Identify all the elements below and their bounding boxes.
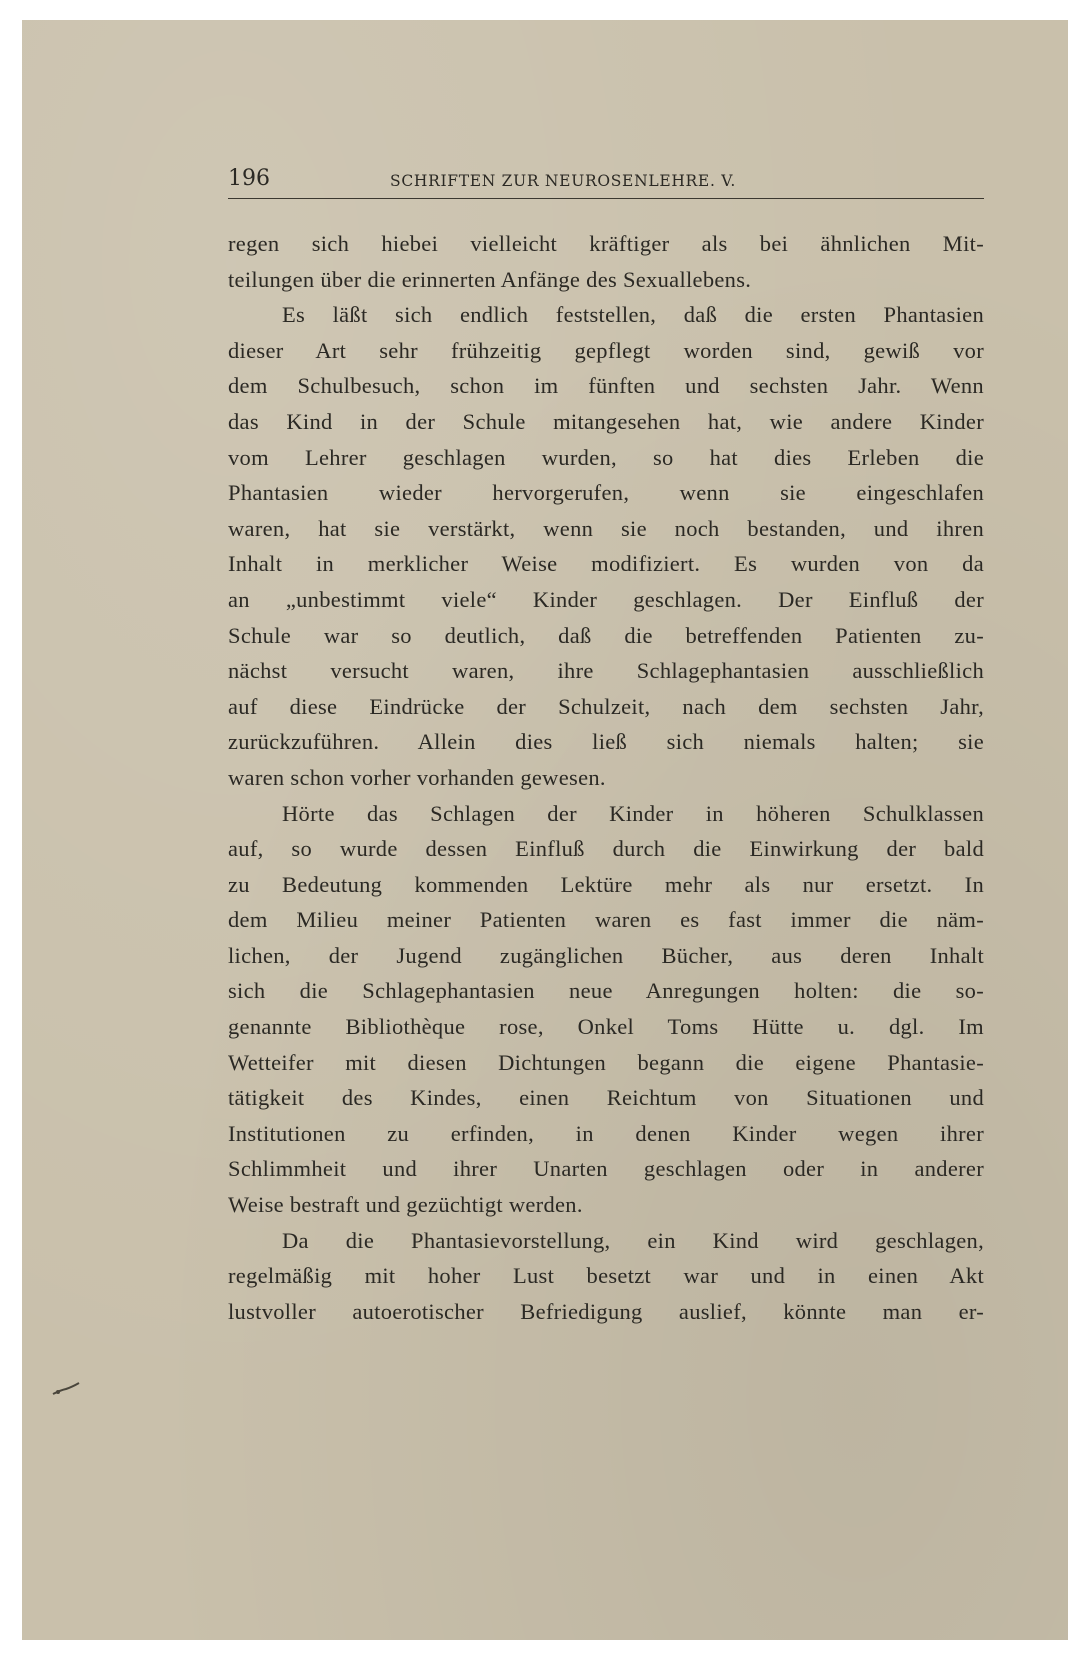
text-line: zurückzuführen. Allein dies ließ sich niemals halten; sie <box>228 729 984 755</box>
text-line: das Kind in der Schule mitangesehen hat, wie andere Kinder <box>228 408 984 434</box>
text-line: regen sich hiebei vielleicht kräftiger als bei ähnlichen Mit- <box>228 231 984 256</box>
text-line: Institutionen zu erfinden, in denen Kinder wegen ihrer <box>228 1120 984 1146</box>
text-line: vom Lehrer geschlagen wurden, so hat dies Erleben die <box>228 444 984 470</box>
text-line: auf, so wurde dessen Einfluß durch die Einwirkung der bald <box>228 836 984 862</box>
text-line: dieser Art sehr frühzeitig gepflegt worden sind, gewiß vor <box>228 337 984 363</box>
text-line: sich die Schlagephantasien neue Anregungen holten: die so- <box>228 978 984 1004</box>
ink-smudge <box>52 1382 80 1396</box>
text-line: Hörte das Schlagen der Kinder in höheren Schulklassen <box>282 800 984 826</box>
running-title: SCHRIFTEN ZUR NEUROSENLEHRE. V. <box>390 172 737 190</box>
text-line: regelmäßig mit hoher Lust besetzt war und in einen Akt <box>228 1263 984 1289</box>
page-header <box>228 164 984 199</box>
text-line: Schule war so deutlich, daß die betreffenden Patienten zu- <box>228 622 984 648</box>
text-line: auf diese Eindrücke der Schulzeit, nach dem sechsten Jahr, <box>228 693 984 719</box>
text-line: waren schon vorher vorhanden gewesen. <box>228 764 606 790</box>
page-number: 196 <box>228 166 270 191</box>
text-line: Inhalt in merklicher Weise modifiziert. Es wurden von da <box>228 551 984 577</box>
text-line: lichen, der Jugend zugänglichen Bücher, aus deren Inhalt <box>228 942 984 968</box>
text-line: dem Schulbesuch, schon im fünften und sechsten Jahr. Wenn <box>228 373 984 399</box>
text-line: an „unbestimmt viele“ Kinder geschlagen. Der Einfluß der <box>228 586 984 612</box>
text-line: Weise bestraft und gezüchtigt werden. <box>228 1192 583 1218</box>
text-line: zu Bedeutung kommenden Lektüre mehr als nur ersetzt. In <box>228 871 984 897</box>
text-line: lustvoller autoerotischer Befriedigung auslief, könnte man er- <box>228 1298 984 1324</box>
text-line: Phantasien wieder hervorgerufen, wenn sie eingeschlafen <box>228 480 984 506</box>
body-text <box>228 226 984 1329</box>
text-line: Es läßt sich endlich feststellen, daß die ersten Phantasien <box>282 302 984 328</box>
text-line: Wetteifer mit diesen Dichtungen begann die eigene Phantasie- <box>228 1049 984 1075</box>
text-line: teilungen über die erinnerten Anfänge des Sexuallebens. <box>228 266 752 292</box>
text-line: dem Milieu meiner Patienten waren es fast immer die näm- <box>228 907 984 933</box>
text-line: nächst versucht waren, ihre Schlagephantasien ausschließlich <box>228 658 984 684</box>
text-line: waren, hat sie verstärkt, wenn sie noch bestanden, und ihren <box>228 515 984 541</box>
text-line: Da die Phantasievorstellung, ein Kind wird geschlagen, <box>282 1227 984 1253</box>
text-line: genannte Bibliothèque rose, Onkel Toms Hütte u. dgl. Im <box>228 1014 984 1040</box>
text-line: tätigkeit des Kindes, einen Reichtum von Situationen und <box>228 1085 984 1111</box>
text-line: Schlimmheit und ihrer Unarten geschlagen oder in anderer <box>228 1156 984 1182</box>
